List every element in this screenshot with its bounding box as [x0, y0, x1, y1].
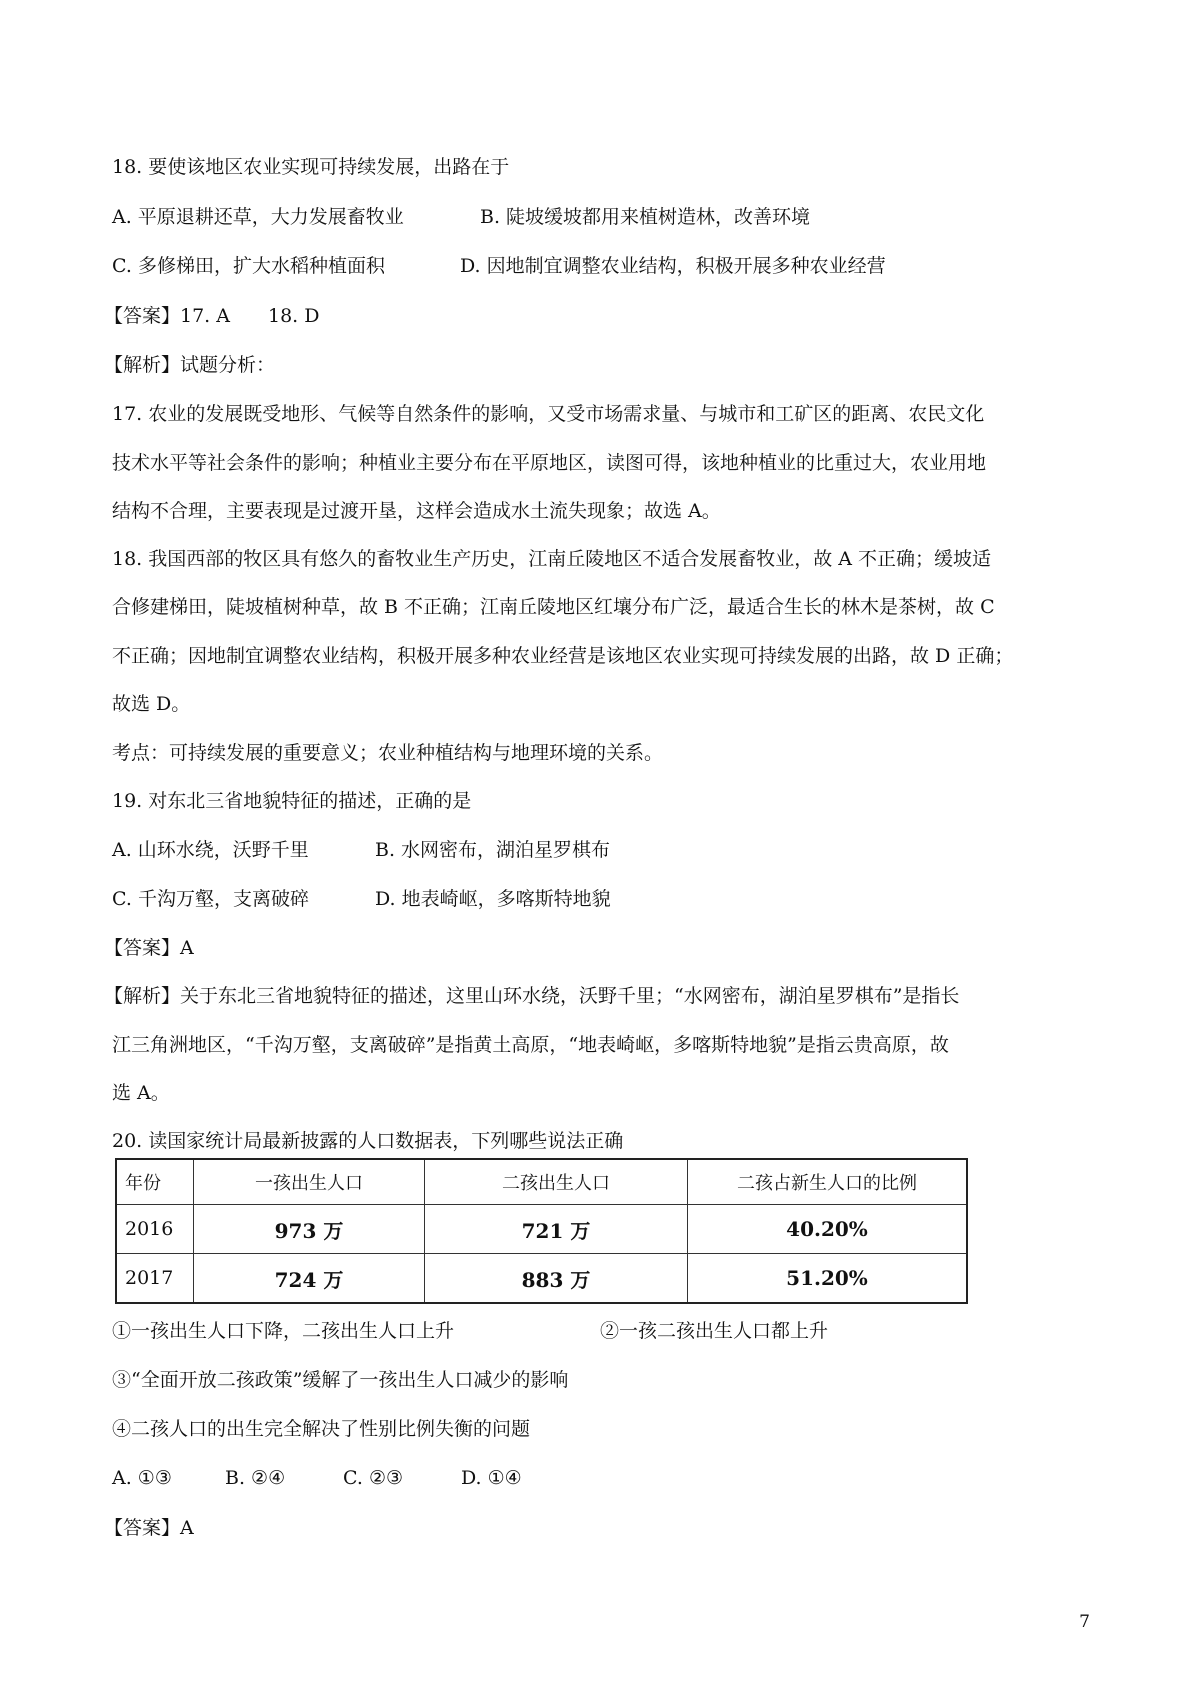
q19-option-a: A. 山环水绕，沃野千里 — [112, 839, 309, 861]
analysis-19-line-3: 选 A。 — [112, 1082, 170, 1104]
q20-option-c: C. ②③ — [343, 1467, 404, 1489]
table-cell-year: 2017 — [116, 1254, 194, 1304]
table-cell-ratio: 51.20% — [688, 1254, 968, 1304]
table-header-row — [116, 1159, 967, 1205]
population-table — [115, 1158, 968, 1304]
q20-option-d: D. ①④ — [461, 1467, 522, 1489]
table-cell-second-child: 883 万 — [425, 1254, 688, 1304]
table-header-ratio: 二孩占新生人口的比例 — [688, 1159, 968, 1205]
q20-option-a: A. ①③ — [112, 1467, 172, 1489]
analysis-header: 【解析】试题分析： — [104, 354, 276, 376]
q18-stem: 18. 要使该地区农业实现可持续发展，出路在于 — [112, 156, 510, 178]
table-row — [116, 1254, 967, 1304]
q18-option-b: B. 陡坡缓坡都用来植树造林，改善环境 — [480, 206, 811, 228]
analysis-19-line-2: 江三角洲地区，“千沟万壑，支离破碎”是指黄土高原，“地表崎岖，多喀斯特地貌”是指云贵高原，故 — [112, 1034, 949, 1056]
analysis-19-line-1: 【解析】关于东北三省地貌特征的描述，这里山环水绕，沃野千里；“水网密布，湖泊星罗棋布”是指长 — [104, 985, 960, 1007]
analysis-18-line-1: 18. 我国西部的牧区具有悠久的畜牧业生产历史，江南丘陵地区不适合发展畜牧业，故 A 不正确；缓坡适 — [112, 548, 992, 570]
kaodian: 考点：可持续发展的重要意义；农业种植结构与地理环境的关系。 — [112, 742, 664, 764]
q20-statement-3: ③“全面开放二孩政策”缓解了一孩出生人口减少的影响 — [112, 1369, 569, 1391]
q18-option-a: A. 平原退耕还草，大力发展畜牧业 — [112, 206, 404, 228]
q19-stem: 19. 对东北三省地貌特征的描述，正确的是 — [112, 790, 472, 812]
table-header-second-child: 二孩出生人口 — [425, 1159, 688, 1205]
q20-statement-1: ①一孩出生人口下降，二孩出生人口上升 — [112, 1320, 455, 1342]
q19-option-c: C. 千沟万壑，支离破碎 — [112, 888, 309, 910]
q18-option-c: C. 多修梯田，扩大水稻种植面积 — [112, 255, 385, 277]
q20-statement-2: ②一孩二孩出生人口都上升 — [600, 1320, 829, 1342]
table-cell-second-child: 721 万 — [425, 1205, 688, 1254]
table-header-first-child: 一孩出生人口 — [194, 1159, 425, 1205]
q20-stem: 20. 读国家统计局最新披露的人口数据表，下列哪些说法正确 — [112, 1130, 624, 1152]
table-cell-first-child: 724 万 — [194, 1254, 425, 1304]
analysis-18-line-3: 不正确；因地制宜调整农业结构，积极开展多种农业经营是该地区农业实现可持续发展的出路，故 D 正确； — [112, 645, 1014, 667]
table-cell-first-child: 973 万 — [194, 1205, 425, 1254]
answer-17-18: 【答案】17. A 18. D — [104, 305, 320, 327]
analysis-18-line-4: 故选 D。 — [112, 693, 191, 715]
table-cell-ratio: 40.20% — [688, 1205, 968, 1254]
analysis-17-line-1: 17. 农业的发展既受地形、气候等自然条件的影响，又受市场需求量、与城市和工矿区的距离、农民文化 — [112, 403, 985, 425]
q19-option-b: B. 水网密布，湖泊星罗棋布 — [375, 839, 611, 861]
analysis-18-line-2: 合修建梯田，陡坡植树种草，故 B 不正确；江南丘陵地区红壤分布广泛，最适合生长的林木是茶树，故 C — [112, 596, 995, 618]
q20-option-b: B. ②④ — [225, 1467, 286, 1489]
answer-20: 【答案】A — [104, 1517, 194, 1539]
table-header-year: 年份 — [116, 1159, 194, 1205]
analysis-17-line-3: 结构不合理，主要表现是过渡开垦，这样会造成水土流失现象；故选 A。 — [112, 500, 721, 522]
answer-19: 【答案】A — [104, 937, 194, 959]
q18-option-d: D. 因地制宜调整农业结构，积极开展多种农业经营 — [460, 255, 886, 277]
table-cell-year: 2016 — [116, 1205, 194, 1254]
q20-statement-4: ④二孩人口的出生完全解决了性别比例失衡的问题 — [112, 1418, 531, 1440]
q19-option-d: D. 地表崎岖，多喀斯特地貌 — [375, 888, 611, 910]
analysis-17-line-2: 技术水平等社会条件的影响；种植业主要分布在平原地区，读图可得，该地种植业的比重过大，农业用地 — [112, 452, 987, 474]
page-number: 7 — [1079, 1612, 1090, 1632]
table-row — [116, 1205, 967, 1254]
